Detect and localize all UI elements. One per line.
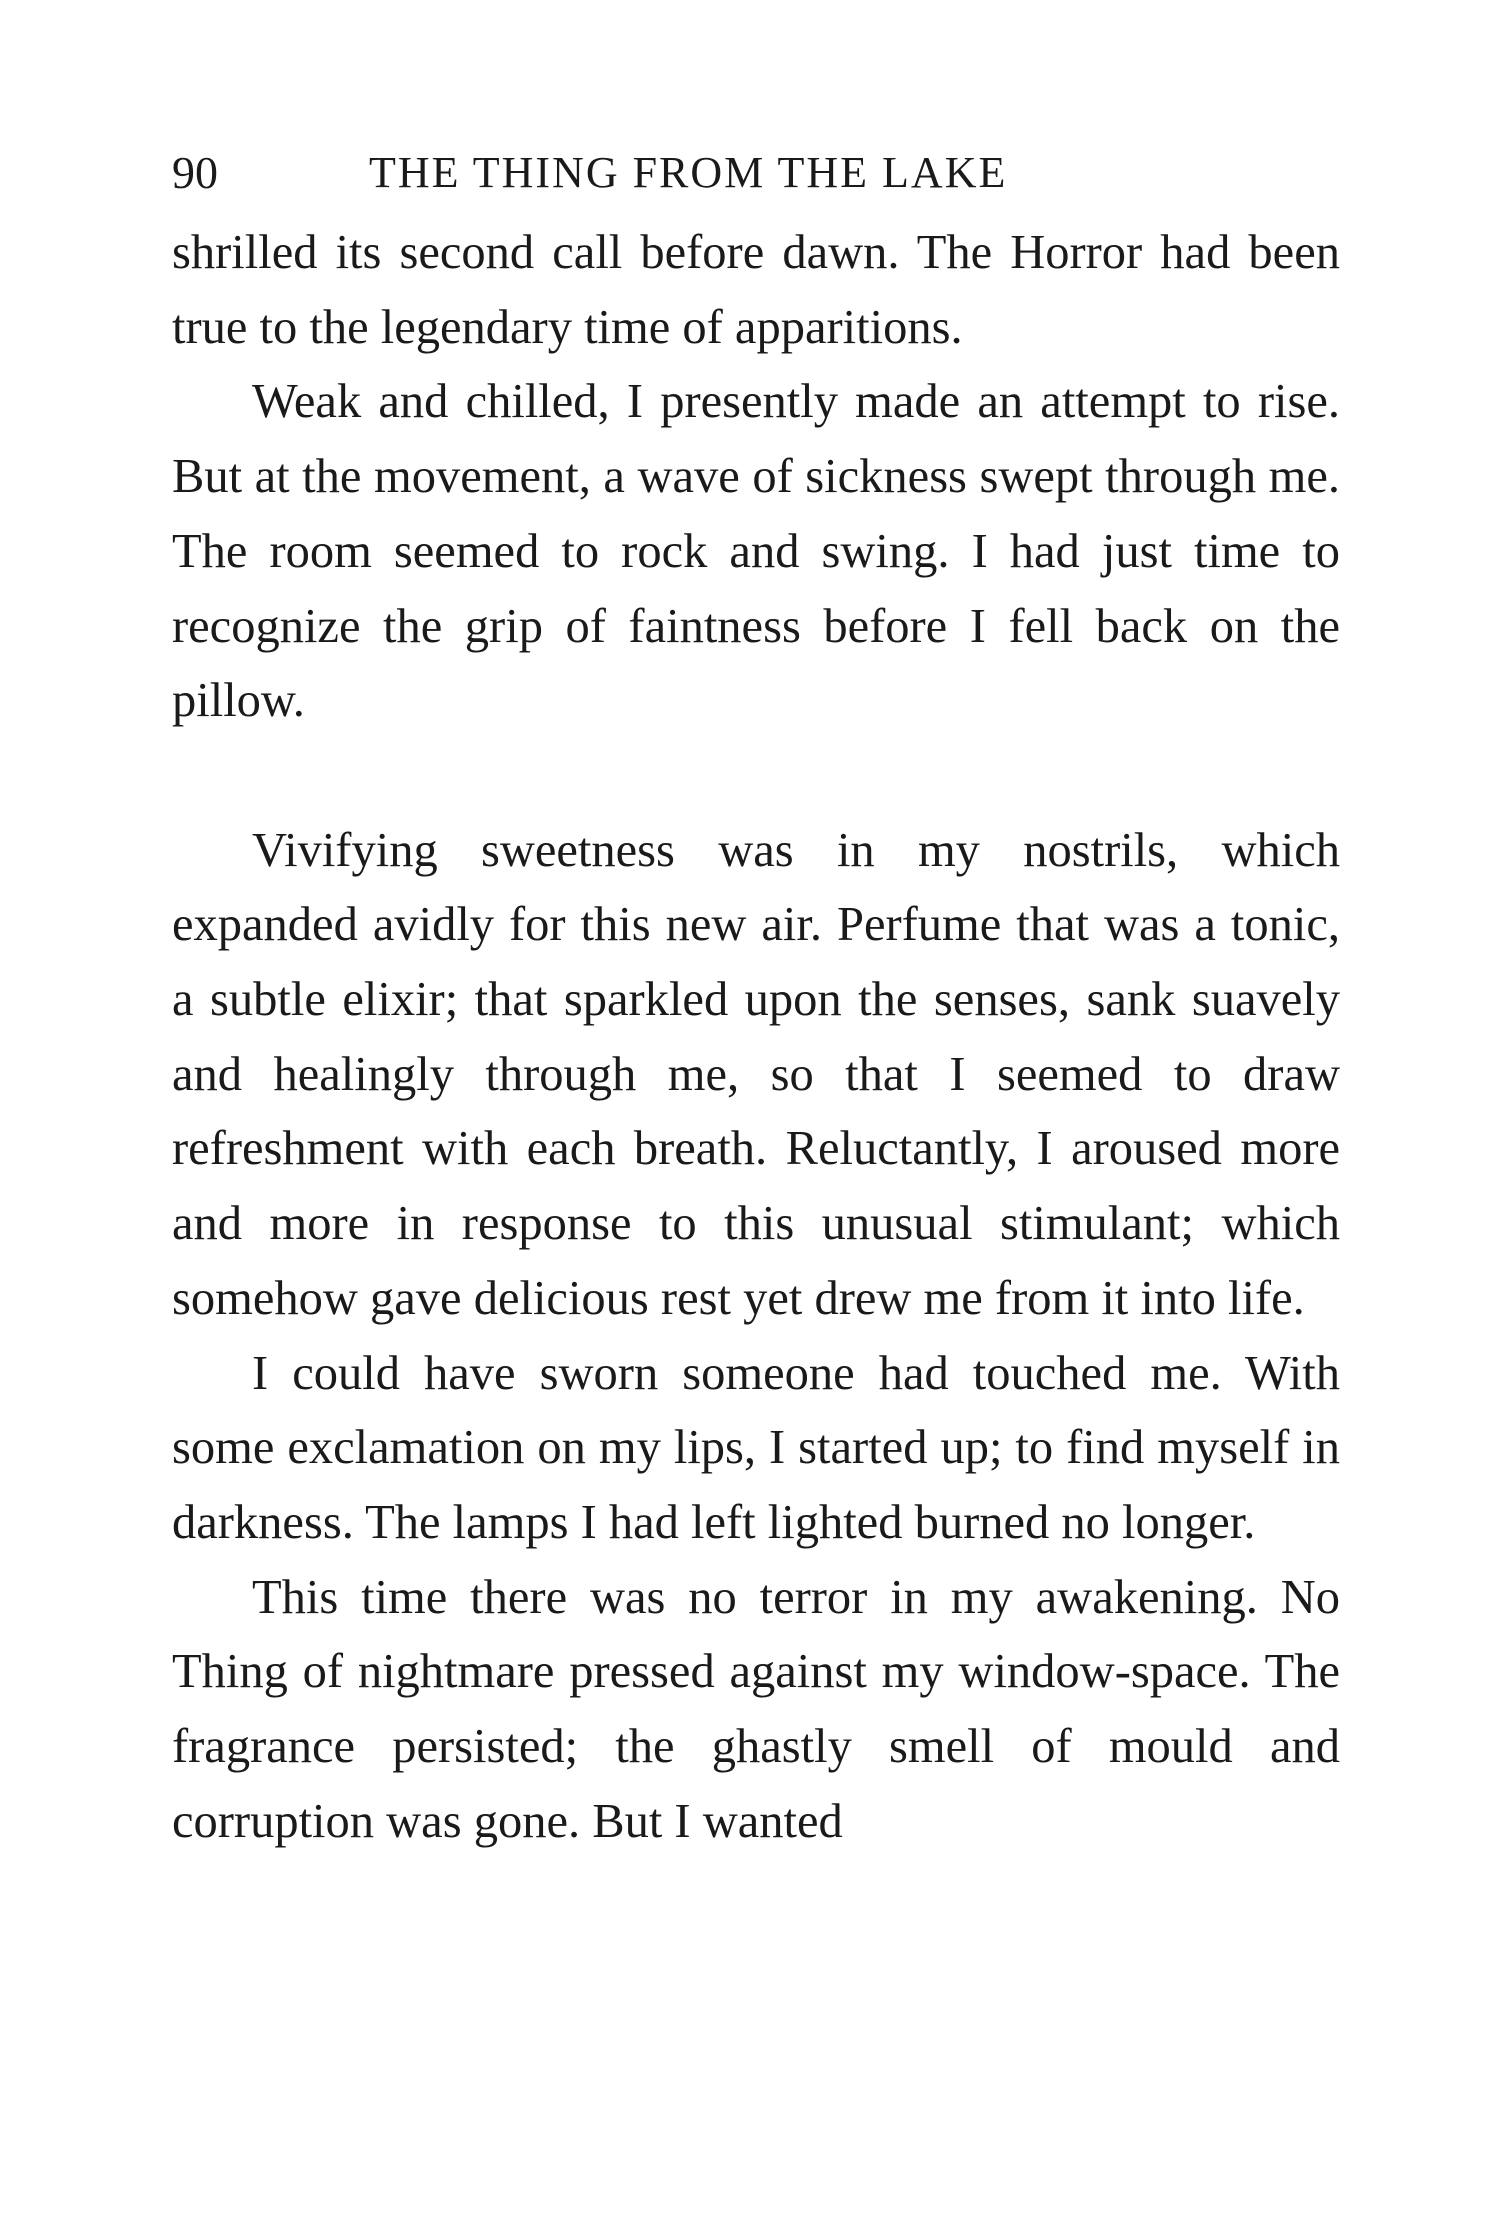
paragraph: shrilled its second call before dawn. The Horror had been true to the legendary time of apparitions. (172, 226, 1340, 354)
section-break (172, 739, 1340, 814)
body-text (172, 216, 1340, 1859)
running-title: THE THING FROM THE LAKE (369, 148, 1008, 197)
page-header (172, 130, 1340, 216)
paragraph: I could have sworn someone had touched me. With some exclamation on my lips, I started up; to find myself in darkness. The lamps I had left lighted burned no longer. (172, 1346, 1340, 1549)
book-page (172, 130, 1340, 1859)
paragraph: Vivifying sweetness was in my nostrils, which expanded avidly for this new air. Perfume that was a tonic, a subtle elixir; that sparkled upon the senses, sank suavely and healingly through me, so that I seemed to draw refreshment with each breath. Reluctantly, I aroused more and more in response to this unusual stimulant; which somehow gave delicious rest yet drew me from it into life. (172, 823, 1340, 1325)
paragraph: Weak and chilled, I presently made an attempt to rise. But at the movement, a wave of sickness swept through me. The room seemed to rock and swing. I had just time to recognize the grip of faintness before I fell back on the pillow. (172, 375, 1340, 728)
paragraph: This time there was no terror in my awakening. No Thing of nightmare pressed against my window-space. The fragrance persisted; the ghastly smell of mould and corruption was gone. But I wanted (172, 1570, 1340, 1848)
page-number: 90 (172, 147, 218, 198)
